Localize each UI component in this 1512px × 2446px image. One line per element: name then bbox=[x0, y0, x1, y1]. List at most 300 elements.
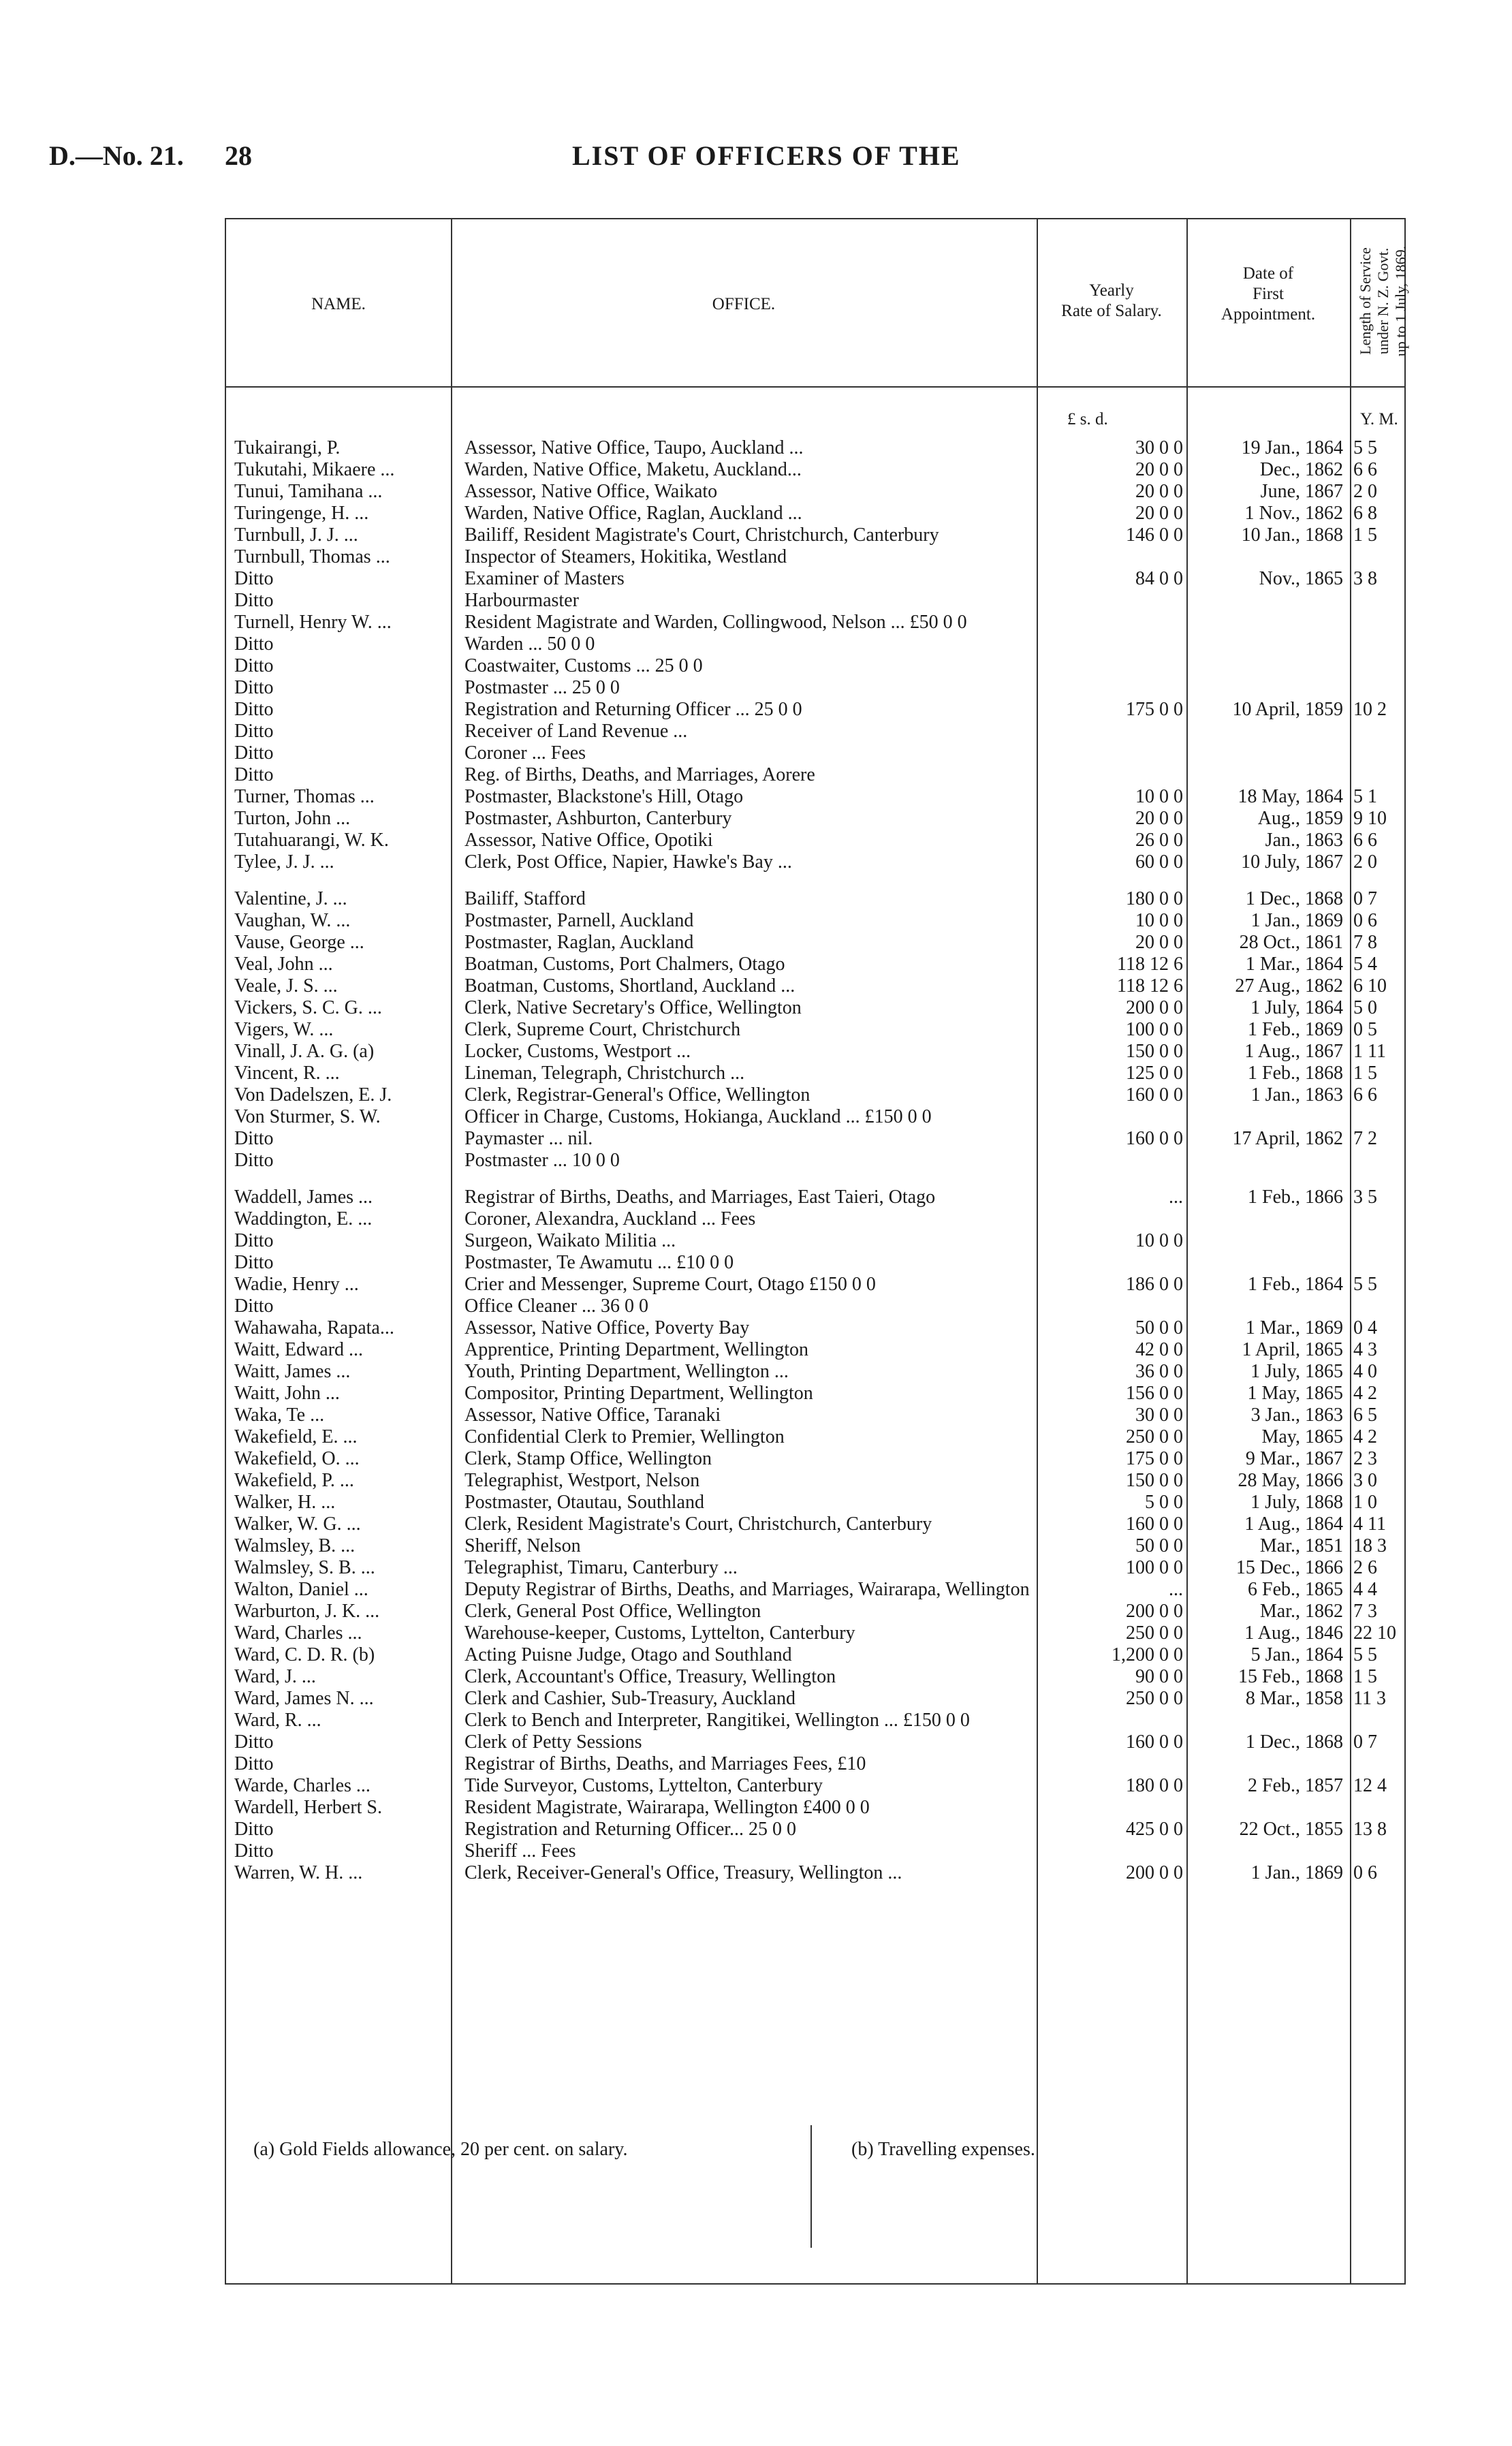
row-office: Assessor, Native Office, Poverty Bay bbox=[464, 1317, 750, 1338]
row-office: Clerk, Accountant's Office, Treasury, Wellington bbox=[464, 1666, 836, 1687]
row-office: Coroner, Alexandra, Auckland ... Fees bbox=[464, 1208, 756, 1229]
row-office: Clerk of Petty Sessions bbox=[464, 1731, 642, 1753]
row-office: Coroner ... Fees bbox=[464, 742, 586, 764]
row-salary: 200 0 0 bbox=[1126, 997, 1183, 1018]
row-office: Clerk, Supreme Court, Christchurch bbox=[464, 1019, 741, 1040]
table-row bbox=[226, 524, 1404, 546]
row-name: Waitt, John ... bbox=[234, 1383, 340, 1404]
row-office: Compositor, Printing Department, Wellington bbox=[464, 1383, 813, 1404]
table-row bbox=[226, 1622, 1404, 1644]
row-salary: 42 0 0 bbox=[1135, 1339, 1183, 1360]
row-office: Warden, Native Office, Maketu, Auckland... bbox=[464, 459, 802, 480]
row-date: 1 Jan., 1863 bbox=[1250, 1084, 1343, 1106]
row-date: 17 April, 1862 bbox=[1232, 1128, 1343, 1149]
table-row bbox=[226, 1150, 1404, 1172]
row-salary: 30 0 0 bbox=[1135, 1405, 1183, 1426]
row-date: May, 1865 bbox=[1261, 1426, 1343, 1447]
row-office: Youth, Printing Department, Wellington ... bbox=[464, 1361, 789, 1382]
row-name: Turingenge, H. ... bbox=[234, 503, 369, 524]
row-name: Tukairangi, P. bbox=[234, 437, 341, 458]
row-office: Clerk, Stamp Office, Wellington bbox=[464, 1448, 712, 1469]
row-length: 0 6 bbox=[1353, 1862, 1377, 1883]
row-office: Registration and Returning Officer ... 25 0 0 bbox=[464, 699, 802, 720]
row-length: 0 4 bbox=[1353, 1317, 1377, 1338]
table-row bbox=[226, 742, 1404, 764]
row-salary: 160 0 0 bbox=[1126, 1514, 1183, 1535]
row-name: Ditto bbox=[234, 742, 274, 764]
row-salary: 5 0 0 bbox=[1145, 1492, 1183, 1513]
row-name: Veal, John ... bbox=[234, 954, 333, 975]
row-office: Harbourmaster bbox=[464, 590, 579, 611]
row-length: 7 8 bbox=[1353, 932, 1377, 953]
footnotes bbox=[225, 2125, 1403, 2261]
table-row bbox=[226, 1084, 1404, 1106]
table-row bbox=[226, 1492, 1404, 1514]
row-length: 0 6 bbox=[1353, 910, 1377, 931]
row-date: 1 April, 1865 bbox=[1242, 1339, 1343, 1360]
row-length: 4 2 bbox=[1353, 1383, 1377, 1404]
row-name: Vaughan, W. ... bbox=[234, 910, 351, 931]
row-office: Warden ... 50 0 0 bbox=[464, 633, 595, 655]
row-office: Postmaster ... 25 0 0 bbox=[464, 677, 620, 698]
row-office: Resident Magistrate, Wairarapa, Wellington £400 0 0 bbox=[464, 1797, 870, 1818]
row-date: 10 Jan., 1868 bbox=[1241, 524, 1343, 546]
row-length: 0 7 bbox=[1353, 1731, 1377, 1753]
row-length: 0 5 bbox=[1353, 1019, 1377, 1040]
table-row bbox=[226, 1710, 1404, 1731]
row-date: Dec., 1862 bbox=[1259, 459, 1343, 480]
table-row bbox=[226, 1019, 1404, 1041]
row-name: Wadie, Henry ... bbox=[234, 1274, 359, 1295]
row-salary: 84 0 0 bbox=[1135, 568, 1183, 589]
row-name: Ward, C. D. R. (b) bbox=[234, 1644, 375, 1665]
row-length: 4 2 bbox=[1353, 1426, 1377, 1447]
row-salary: 60 0 0 bbox=[1135, 851, 1183, 873]
row-date: 1 Dec., 1868 bbox=[1245, 1731, 1343, 1753]
row-salary: 36 0 0 bbox=[1135, 1361, 1183, 1382]
row-office: Registrar of Births, Deaths, and Marriages Fees, £10 bbox=[464, 1753, 866, 1774]
row-length: 22 10 bbox=[1353, 1622, 1396, 1644]
col-header-salary-l2: Rate of Salary. bbox=[1061, 302, 1162, 320]
row-name: Ward, Charles ... bbox=[234, 1622, 362, 1644]
table-row bbox=[226, 1644, 1404, 1666]
row-name: Tutahuarangi, W. K. bbox=[234, 830, 389, 851]
row-date: 1 Feb., 1866 bbox=[1248, 1187, 1343, 1208]
row-length: 3 0 bbox=[1353, 1470, 1377, 1491]
row-date: 1 Feb., 1864 bbox=[1248, 1274, 1343, 1295]
row-name: Walton, Daniel ... bbox=[234, 1579, 368, 1600]
row-name: Waitt, James ... bbox=[234, 1361, 351, 1382]
length-units: Y. M. bbox=[1360, 410, 1398, 428]
row-salary: 200 0 0 bbox=[1126, 1601, 1183, 1622]
row-office: Deputy Registrar of Births, Deaths, and Marriages, Wairarapa, Wellington bbox=[464, 1579, 1030, 1600]
row-date: 6 Feb., 1865 bbox=[1248, 1579, 1343, 1600]
row-office: Telegraphist, Timaru, Canterbury ... bbox=[464, 1557, 738, 1578]
row-date: June, 1867 bbox=[1260, 481, 1343, 502]
row-length: 1 11 bbox=[1353, 1041, 1386, 1062]
row-office: Acting Puisne Judge, Otago and Southland bbox=[464, 1644, 792, 1665]
row-date: 1 Feb., 1868 bbox=[1248, 1063, 1343, 1084]
row-length: 7 2 bbox=[1353, 1128, 1377, 1149]
row-salary: 160 0 0 bbox=[1126, 1084, 1183, 1106]
row-office: Tide Surveyor, Customs, Lyttelton, Canterbury bbox=[464, 1775, 823, 1796]
row-name: Ditto bbox=[234, 764, 274, 785]
row-salary: 20 0 0 bbox=[1135, 481, 1183, 502]
row-name: Ditto bbox=[234, 633, 274, 655]
table-row bbox=[226, 546, 1404, 568]
row-length: 6 6 bbox=[1353, 459, 1377, 480]
row-date: 1 July, 1865 bbox=[1250, 1361, 1343, 1382]
row-office: Sheriff, Nelson bbox=[464, 1535, 581, 1556]
row-date: Aug., 1859 bbox=[1257, 808, 1343, 829]
row-length: 3 8 bbox=[1353, 568, 1377, 589]
row-salary: 160 0 0 bbox=[1126, 1731, 1183, 1753]
row-name: Turnbull, Thomas ... bbox=[234, 546, 390, 567]
row-name: Ward, J. ... bbox=[234, 1666, 316, 1687]
table-row bbox=[226, 851, 1404, 873]
row-salary: ... bbox=[1169, 1579, 1183, 1600]
row-name: Tylee, J. J. ... bbox=[234, 851, 334, 873]
row-office: Postmaster, Te Awamutu ... £10 0 0 bbox=[464, 1252, 734, 1273]
row-date: Mar., 1862 bbox=[1259, 1601, 1343, 1622]
row-date: 28 May, 1866 bbox=[1238, 1470, 1343, 1491]
row-length: 5 1 bbox=[1353, 786, 1377, 807]
row-length: 2 0 bbox=[1353, 851, 1377, 873]
table-row bbox=[226, 1317, 1404, 1339]
row-name: Waddington, E. ... bbox=[234, 1208, 373, 1229]
col-header-length-l2: under N. Z. Govt. bbox=[1374, 247, 1391, 355]
row-name: Ditto bbox=[234, 1128, 274, 1149]
row-office: Assessor, Native Office, Taupo, Auckland ... bbox=[464, 437, 804, 458]
table-row bbox=[226, 1041, 1404, 1063]
table-row bbox=[226, 1797, 1404, 1819]
row-length: 1 5 bbox=[1353, 524, 1377, 546]
row-name: Wahawaha, Rapata... bbox=[234, 1317, 394, 1338]
row-office: Confidential Clerk to Premier, Wellington bbox=[464, 1426, 785, 1447]
row-name: Warren, W. H. ... bbox=[234, 1862, 363, 1883]
salary-units: £ s. d. bbox=[1067, 410, 1108, 428]
table-row bbox=[226, 1128, 1404, 1150]
table-row bbox=[226, 1405, 1404, 1426]
row-date: 1 Feb., 1869 bbox=[1248, 1019, 1343, 1040]
row-name: Ditto bbox=[234, 1252, 274, 1273]
table-row bbox=[226, 910, 1404, 932]
row-length: 7 3 bbox=[1353, 1601, 1377, 1622]
page-title: LIST OF OFFICERS OF THE bbox=[572, 140, 961, 171]
row-name: Ditto bbox=[234, 590, 274, 611]
row-office: Locker, Customs, Westport ... bbox=[464, 1041, 691, 1062]
row-length: 1 5 bbox=[1353, 1666, 1377, 1687]
table-row bbox=[226, 655, 1404, 677]
row-name: Valentine, J. ... bbox=[234, 888, 347, 909]
row-office: Apprentice, Printing Department, Wellington bbox=[464, 1339, 809, 1360]
row-length: 2 0 bbox=[1353, 481, 1377, 502]
row-length: 13 8 bbox=[1353, 1819, 1387, 1840]
row-office: Clerk and Cashier, Sub-Treasury, Auckland bbox=[464, 1688, 796, 1709]
row-salary: 20 0 0 bbox=[1135, 459, 1183, 480]
row-length: 0 7 bbox=[1353, 888, 1377, 909]
col-header-salary-l1: Yearly bbox=[1089, 281, 1134, 300]
table-row bbox=[226, 954, 1404, 975]
table-row bbox=[226, 1361, 1404, 1383]
row-length: 2 6 bbox=[1353, 1557, 1377, 1578]
row-office: Coastwaiter, Customs ... 25 0 0 bbox=[464, 655, 703, 676]
table-row bbox=[226, 808, 1404, 830]
row-name: Ditto bbox=[234, 1753, 274, 1774]
row-name: Ward, James N. ... bbox=[234, 1688, 374, 1709]
row-office: Registration and Returning Officer... 25 0 0 bbox=[464, 1819, 797, 1840]
row-salary: 118 12 6 bbox=[1117, 954, 1183, 975]
row-office: Warden, Native Office, Raglan, Auckland ... bbox=[464, 503, 802, 524]
row-date: 15 Feb., 1868 bbox=[1238, 1666, 1343, 1687]
table-row bbox=[226, 1252, 1404, 1274]
row-name: Von Dadelszen, E. J. bbox=[234, 1084, 392, 1106]
row-salary: 100 0 0 bbox=[1126, 1019, 1183, 1040]
row-salary: 150 0 0 bbox=[1126, 1041, 1183, 1062]
col-header-salary bbox=[1037, 281, 1186, 322]
table-row bbox=[226, 1208, 1404, 1230]
section-gap bbox=[226, 873, 1404, 888]
row-salary: 20 0 0 bbox=[1135, 503, 1183, 524]
table-row bbox=[226, 975, 1404, 997]
row-date: 9 Mar., 1867 bbox=[1245, 1448, 1343, 1469]
row-salary: 118 12 6 bbox=[1117, 975, 1183, 997]
row-date: 22 Oct., 1855 bbox=[1239, 1819, 1343, 1840]
row-salary: 180 0 0 bbox=[1126, 1775, 1183, 1796]
table-row bbox=[226, 1666, 1404, 1688]
row-length: 5 5 bbox=[1353, 437, 1377, 458]
row-salary: 175 0 0 bbox=[1126, 1448, 1183, 1469]
table-row bbox=[226, 830, 1404, 851]
row-length: 6 6 bbox=[1353, 830, 1377, 851]
row-date: 10 July, 1867 bbox=[1241, 851, 1343, 873]
row-office: Postmaster, Otautau, Southland bbox=[464, 1492, 704, 1513]
table-row bbox=[226, 764, 1404, 786]
row-name: Vinall, J. A. G. (a) bbox=[234, 1041, 375, 1062]
row-name: Warburton, J. K. ... bbox=[234, 1601, 380, 1622]
row-salary: 200 0 0 bbox=[1126, 1862, 1183, 1883]
table-row bbox=[226, 1448, 1404, 1470]
row-salary: 10 0 0 bbox=[1135, 910, 1183, 931]
row-length: 4 4 bbox=[1353, 1579, 1377, 1600]
row-salary: 186 0 0 bbox=[1126, 1274, 1183, 1295]
row-salary: 150 0 0 bbox=[1126, 1470, 1183, 1491]
row-date: 1 Dec., 1868 bbox=[1245, 888, 1343, 909]
row-office: Clerk, Native Secretary's Office, Wellington bbox=[464, 997, 802, 1018]
row-date: 1 Aug., 1846 bbox=[1244, 1622, 1343, 1644]
table-row bbox=[226, 1731, 1404, 1753]
row-name: Turner, Thomas ... bbox=[234, 786, 375, 807]
row-office: Crier and Messenger, Supreme Court, Otago £150 0 0 bbox=[464, 1274, 876, 1295]
row-salary: 90 0 0 bbox=[1135, 1666, 1183, 1687]
table-body bbox=[226, 437, 1404, 1884]
row-salary: 10 0 0 bbox=[1135, 786, 1183, 807]
row-date: 1 Mar., 1869 bbox=[1245, 1317, 1343, 1338]
row-name: Walker, H. ... bbox=[234, 1492, 336, 1513]
table-row bbox=[226, 932, 1404, 954]
row-name: Wardell, Herbert S. bbox=[234, 1797, 382, 1818]
table-row bbox=[226, 590, 1404, 612]
row-date: 15 Dec., 1866 bbox=[1235, 1557, 1343, 1578]
row-salary: ... bbox=[1169, 1187, 1183, 1208]
row-date: 1 Aug., 1867 bbox=[1244, 1041, 1343, 1062]
row-name: Walker, W. G. ... bbox=[234, 1514, 361, 1535]
row-length: 4 0 bbox=[1353, 1361, 1377, 1382]
table-row bbox=[226, 481, 1404, 503]
row-name: Turnbull, J. J. ... bbox=[234, 524, 358, 546]
row-salary: 175 0 0 bbox=[1126, 699, 1183, 720]
row-name: Wakefield, O. ... bbox=[234, 1448, 360, 1469]
row-office: Surgeon, Waikato Militia ... bbox=[464, 1230, 676, 1251]
row-office: Postmaster, Ashburton, Canterbury bbox=[464, 808, 732, 829]
row-date: 3 Jan., 1863 bbox=[1250, 1405, 1343, 1426]
row-name: Ditto bbox=[234, 1840, 274, 1862]
row-salary: 160 0 0 bbox=[1126, 1128, 1183, 1149]
table-row bbox=[226, 437, 1404, 459]
row-salary: 1,200 0 0 bbox=[1112, 1644, 1183, 1665]
table-row bbox=[226, 786, 1404, 808]
row-name: Vickers, S. C. G. ... bbox=[234, 997, 382, 1018]
col-header-length-l1: Length of Service bbox=[1357, 247, 1374, 355]
row-name: Vigers, W. ... bbox=[234, 1019, 334, 1040]
table-row bbox=[226, 1106, 1404, 1128]
row-name: Turton, John ... bbox=[234, 808, 351, 829]
row-name: Waitt, Edward ... bbox=[234, 1339, 364, 1360]
row-name: Ward, R. ... bbox=[234, 1710, 321, 1731]
table-row bbox=[226, 459, 1404, 481]
page-number: 28 bbox=[225, 140, 252, 171]
row-office: Clerk, Registrar-General's Office, Wellington bbox=[464, 1084, 810, 1106]
table-row bbox=[226, 1230, 1404, 1252]
row-office: Resident Magistrate and Warden, Collingwood, Nelson ... £50 0 0 bbox=[464, 612, 967, 633]
row-date: Jan., 1863 bbox=[1265, 830, 1343, 851]
row-date: 28 Oct., 1861 bbox=[1239, 932, 1343, 953]
row-date: 19 Jan., 1864 bbox=[1241, 437, 1343, 458]
table-row bbox=[226, 1557, 1404, 1579]
table-row bbox=[226, 1601, 1404, 1622]
row-date: 1 May, 1865 bbox=[1247, 1383, 1343, 1404]
row-office: Assessor, Native Office, Taranaki bbox=[464, 1405, 721, 1426]
row-name: Turnell, Henry W. ... bbox=[234, 612, 392, 633]
table-row bbox=[226, 888, 1404, 910]
row-name: Ditto bbox=[234, 1150, 274, 1171]
row-length: 1 5 bbox=[1353, 1063, 1377, 1084]
col-header-name: NAME. bbox=[311, 295, 366, 313]
row-office: Boatman, Customs, Shortland, Auckland ... bbox=[464, 975, 796, 997]
row-office: Postmaster ... 10 0 0 bbox=[464, 1150, 620, 1171]
row-name: Waka, Te ... bbox=[234, 1405, 325, 1426]
table-row bbox=[226, 1383, 1404, 1405]
row-salary: 146 0 0 bbox=[1126, 524, 1183, 546]
row-name: Waddell, James ... bbox=[234, 1187, 373, 1208]
row-name: Walmsley, B. ... bbox=[234, 1535, 356, 1556]
row-office: Inspector of Steamers, Hokitika, Westland bbox=[464, 546, 787, 567]
row-name: Vause, George ... bbox=[234, 932, 364, 953]
row-length: 18 3 bbox=[1353, 1535, 1387, 1556]
row-name: Ditto bbox=[234, 1296, 274, 1317]
row-office: Assessor, Native Office, Opotiki bbox=[464, 830, 713, 851]
row-name: Tunui, Tamihana ... bbox=[234, 481, 383, 502]
row-date: 10 April, 1859 bbox=[1232, 699, 1343, 720]
table-row bbox=[226, 699, 1404, 721]
col-header-length-l3: up to 1 July, 1869. bbox=[1392, 245, 1409, 357]
row-salary: 180 0 0 bbox=[1126, 888, 1183, 909]
row-date: 5 Jan., 1864 bbox=[1250, 1644, 1343, 1665]
row-salary: 30 0 0 bbox=[1135, 437, 1183, 458]
footnote-b: (b) Travelling expenses. bbox=[851, 2139, 1035, 2160]
row-date: 8 Mar., 1858 bbox=[1245, 1688, 1343, 1709]
table-row bbox=[226, 1187, 1404, 1208]
row-length: 4 3 bbox=[1353, 1339, 1377, 1360]
row-office: Clerk, Receiver-General's Office, Treasury, Wellington ... bbox=[464, 1862, 902, 1883]
row-length: 6 8 bbox=[1353, 503, 1377, 524]
footnote-divider bbox=[810, 2125, 812, 2248]
table-row bbox=[226, 1688, 1404, 1710]
row-office: Clerk, Resident Magistrate's Court, Christchurch, Canterbury bbox=[464, 1514, 932, 1535]
row-salary: 50 0 0 bbox=[1135, 1317, 1183, 1338]
row-length: 5 0 bbox=[1353, 997, 1377, 1018]
table-row bbox=[226, 1579, 1404, 1601]
row-length: 6 5 bbox=[1353, 1405, 1377, 1426]
col-header-date bbox=[1186, 264, 1350, 325]
table-row bbox=[226, 1339, 1404, 1361]
row-office: Telegraphist, Westport, Nelson bbox=[464, 1470, 700, 1491]
row-name: Walmsley, S. B. ... bbox=[234, 1557, 375, 1578]
col-header-office: OFFICE. bbox=[712, 295, 776, 313]
row-length: 9 10 bbox=[1353, 808, 1387, 829]
table-row bbox=[226, 1862, 1404, 1884]
header-rule bbox=[226, 386, 1404, 388]
row-name: Ditto bbox=[234, 1819, 274, 1840]
table-row bbox=[226, 1426, 1404, 1448]
row-salary: 125 0 0 bbox=[1126, 1063, 1183, 1084]
row-office: Warehouse-keeper, Customs, Lyttelton, Canterbury bbox=[464, 1622, 855, 1644]
row-name: Ditto bbox=[234, 655, 274, 676]
row-name: Tukutahi, Mikaere ... bbox=[234, 459, 395, 480]
footnote-a: (a) Gold Fields allowance, 20 per cent. on salary. bbox=[253, 2139, 628, 2160]
row-office: Sheriff ... Fees bbox=[464, 1840, 576, 1862]
row-date: 1 Mar., 1864 bbox=[1245, 954, 1343, 975]
row-name: Ditto bbox=[234, 699, 274, 720]
row-office: Reg. of Births, Deaths, and Marriages, Aorere bbox=[464, 764, 815, 785]
row-salary: 50 0 0 bbox=[1135, 1535, 1183, 1556]
row-office: Clerk, General Post Office, Wellington bbox=[464, 1601, 761, 1622]
row-date: 27 Aug., 1862 bbox=[1235, 975, 1343, 997]
row-name: Ditto bbox=[234, 1731, 274, 1753]
table-row bbox=[226, 1063, 1404, 1084]
row-office: Bailiff, Stafford bbox=[464, 888, 586, 909]
row-length: 5 5 bbox=[1353, 1274, 1377, 1295]
row-office: Assessor, Native Office, Waikato bbox=[464, 481, 718, 502]
row-date: 1 Jan., 1869 bbox=[1250, 910, 1343, 931]
row-date: Mar., 1851 bbox=[1259, 1535, 1343, 1556]
table-row bbox=[226, 997, 1404, 1019]
row-salary: 250 0 0 bbox=[1126, 1688, 1183, 1709]
row-salary: 20 0 0 bbox=[1135, 808, 1183, 829]
table-row bbox=[226, 503, 1404, 524]
row-salary: 20 0 0 bbox=[1135, 932, 1183, 953]
table-row bbox=[226, 721, 1404, 742]
col-header-date-l3: Appointment. bbox=[1220, 305, 1316, 324]
row-name: Ditto bbox=[234, 1230, 274, 1251]
table-row bbox=[226, 1775, 1404, 1797]
table-row bbox=[226, 1535, 1404, 1557]
row-length: 1 0 bbox=[1353, 1492, 1377, 1513]
row-office: Paymaster ... nil. bbox=[464, 1128, 593, 1149]
row-salary: 250 0 0 bbox=[1126, 1622, 1183, 1644]
col-header-date-l2: First bbox=[1253, 285, 1284, 303]
table-row bbox=[226, 1296, 1404, 1317]
